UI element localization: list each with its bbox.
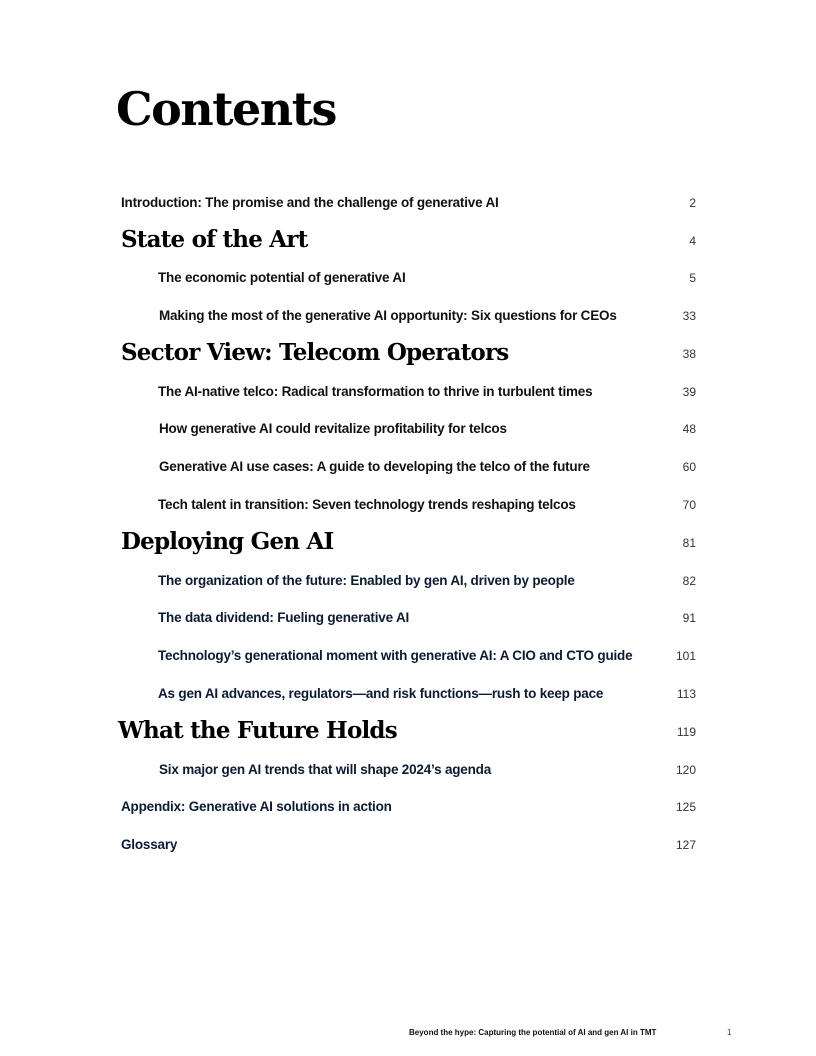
toc-section-state-of-the-art[interactable]	[0, 226, 816, 253]
toc-section-deploying-gen-ai[interactable]	[0, 528, 816, 555]
toc-entry-label[interactable]: Generative AI use cases: A guide to developing the telco of the future	[159, 459, 590, 474]
footer-title: Beyond the hype: Capturing the potential of AI and gen AI in TMT	[409, 1028, 657, 1037]
toc-page-number: 120	[675, 763, 696, 777]
toc-page-number: 39	[682, 385, 696, 399]
toc-entry[interactable]	[0, 459, 816, 483]
toc-entry[interactable]	[0, 384, 816, 408]
toc-entry-glossary[interactable]	[0, 837, 816, 861]
toc-entry[interactable]	[0, 497, 816, 521]
toc-page-number: 70	[682, 498, 696, 512]
toc-entry-label[interactable]: Glossary	[121, 837, 178, 852]
toc-section-heading[interactable]: Deploying Gen AI	[121, 528, 334, 555]
toc-entry-label[interactable]: The data dividend: Fueling generative AI	[158, 610, 410, 625]
toc-entry-label[interactable]: Introduction: The promise and the challenge of generative AI	[121, 195, 499, 210]
toc-entry-label[interactable]: Technology’s generational moment with generative AI: A CIO and CTO guide	[158, 648, 633, 663]
toc-section-heading[interactable]: What the Future Holds	[118, 717, 397, 744]
toc-entry-introduction[interactable]	[0, 195, 816, 219]
toc-entry-appendix[interactable]	[0, 799, 816, 823]
toc-entry[interactable]	[0, 762, 816, 786]
toc-page-number: 2	[689, 196, 696, 210]
toc-page-number: 33	[682, 309, 696, 323]
toc-page-number: 125	[675, 800, 696, 814]
toc-page-number: 101	[675, 649, 696, 663]
toc-page-number: 127	[675, 838, 696, 852]
toc-section-what-the-future-holds[interactable]	[0, 717, 816, 744]
toc-entry[interactable]	[0, 270, 816, 294]
toc-section-heading[interactable]: State of the Art	[121, 226, 308, 253]
toc-entry[interactable]	[0, 573, 816, 597]
toc-entry[interactable]	[0, 308, 816, 332]
toc-page-number: 4	[689, 234, 696, 248]
toc-entry-label[interactable]: Six major gen AI trends that will shape 2024’s agenda	[159, 762, 492, 777]
toc-section-heading[interactable]: Sector View: Telecom Operators	[121, 339, 509, 366]
toc-entry-label[interactable]: Making the most of the generative AI opportunity: Six questions for CEOs	[159, 308, 617, 323]
toc-page-number: 60	[682, 460, 696, 474]
toc-page-number: 82	[682, 574, 696, 588]
footer-page-number: 1	[727, 1028, 732, 1037]
toc-page-number: 38	[682, 347, 696, 361]
toc-entry-label[interactable]: The organization of the future: Enabled by gen AI, driven by people	[158, 573, 575, 588]
toc-entry-label[interactable]: The AI-native telco: Radical transformation to thrive in turbulent times	[158, 384, 593, 399]
toc-entry-label[interactable]: As gen AI advances, regulators—and risk functions—rush to keep pace	[158, 686, 604, 701]
toc-page-number: 81	[682, 536, 696, 550]
toc-entry-label[interactable]: How generative AI could revitalize profitability for telcos	[159, 421, 507, 436]
toc-entry-label[interactable]: Appendix: Generative AI solutions in action	[121, 799, 392, 814]
toc-entry[interactable]	[0, 686, 816, 710]
toc-section-sector-view[interactable]	[0, 339, 816, 366]
page-title: Contents	[116, 82, 336, 136]
toc-entry[interactable]	[0, 421, 816, 445]
toc-entry[interactable]	[0, 610, 816, 634]
toc-page-number: 91	[682, 611, 696, 625]
toc-page-number: 119	[676, 725, 696, 739]
toc-page-number: 5	[689, 271, 696, 285]
toc-entry-label[interactable]: The economic potential of generative AI	[158, 270, 406, 285]
toc-entry[interactable]	[0, 648, 816, 672]
toc-page-number: 113	[676, 687, 696, 701]
toc-entry-label[interactable]: Tech talent in transition: Seven technology trends reshaping telcos	[158, 497, 576, 512]
toc-page-number: 48	[682, 422, 696, 436]
